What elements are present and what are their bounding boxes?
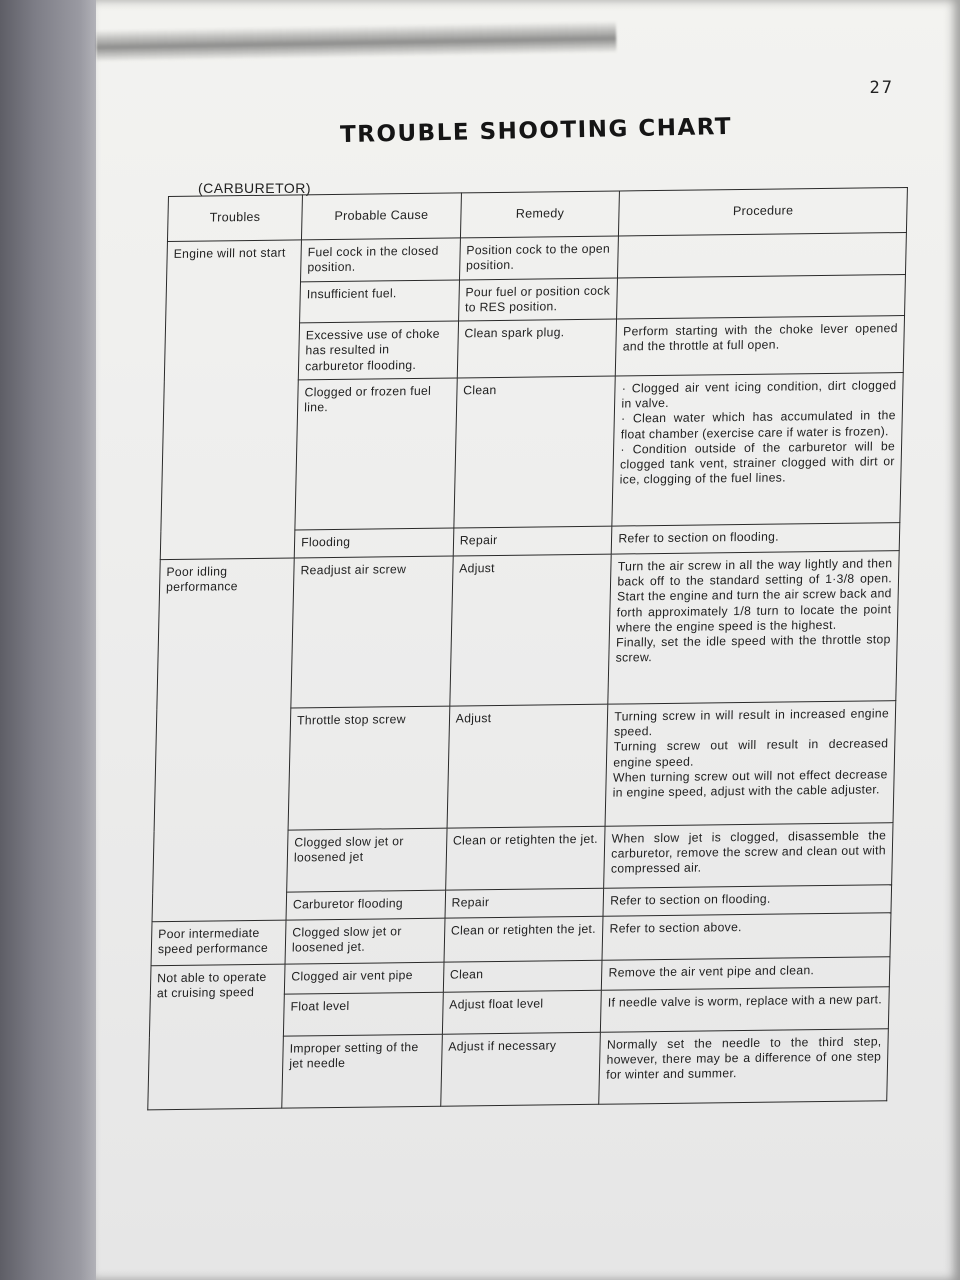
procedure-line: Turning screw in will result in increased engine speed. (613, 705, 890, 739)
remedy-cell: Position cock to the open position. (459, 236, 619, 279)
procedure-cell (605, 700, 895, 826)
cause-cell: Excessive use of choke has resulted in carburetor flooding. (298, 321, 458, 380)
procedure-line: Turning screw out will result in decreased engine speed. (613, 736, 889, 770)
procedure-cell: If needle valve is worm, replace with a new part. (601, 986, 890, 1032)
header-remedy: Remedy (460, 191, 620, 238)
remedy-cell: Adjust (447, 704, 608, 828)
procedure-line: Finally, set the idle speed with the throttle stop screw. (615, 632, 891, 665)
remedy-cell: Clean or retighten the jet. (444, 916, 604, 962)
section-label: (CARBURETOR) (198, 180, 312, 196)
procedure-line: Turn the air screw in all the way lightly and then back off to the standard setting of 1·3/8 open. Start the engine and turn the air screw back and forth approximately 1/8 turn to locate the point where the engine speed is the highest. (616, 555, 893, 635)
facing-page (0, 0, 100, 1280)
procedure-cell: Remove the air vent pipe and clean. (602, 956, 890, 990)
trouble-shooting-table (147, 187, 908, 1110)
trouble-cell: Engine will not start (160, 240, 301, 559)
header-probable-cause: Probable Cause (302, 193, 462, 240)
procedure-cell (612, 372, 903, 526)
cause-cell: Clogged slow jet or loosened jet. (285, 918, 445, 964)
trouble-shooting-table-wrapper (147, 187, 908, 1110)
procedure-cell: Perform starting with the choke lever opened and the throttle at full open. (616, 316, 905, 376)
procedure-cell: Refer to section on flooding. (603, 884, 891, 916)
procedure-cell (617, 274, 906, 319)
trouble-cell: Poor idling performance (152, 558, 294, 922)
trouble-cell: Not able to operate at cruising speed (148, 964, 285, 1110)
procedure-cell (608, 550, 899, 704)
header-procedure: Procedure (619, 187, 908, 236)
procedure-cell: When slow jet is clogged, disassemble the carburetor, remove the screw and clean out with compressed air. (604, 822, 893, 888)
cause-cell: Insufficient fuel. (300, 279, 460, 322)
remedy-cell: Clean (443, 960, 602, 992)
page-number: 27 (869, 78, 894, 98)
remedy-cell: Repair (453, 526, 612, 556)
procedure-bullet: · Condition outside of the carburetor will be clogged tank vent, strainer clogged with dirt or ice, clogging of the fuel lines. (619, 438, 896, 487)
remedy-cell: Adjust if necessary (440, 1032, 600, 1106)
procedure-line: When turning screw out will not effect decrease in engine speed, adjust with the cable adjuster. (612, 766, 888, 800)
procedure-bullet: · Clogged air vent icing condition, dirt clogged in valve. (621, 377, 897, 411)
page-title: TROUBLE SHOOTING CHART (339, 113, 733, 149)
remedy-cell: Pour fuel or position cock to RES position. (458, 278, 618, 321)
procedure-cell: Refer to section above. (602, 912, 891, 960)
cause-cell: Readjust air screw (291, 556, 453, 708)
cause-cell: Carburetor flooding (286, 890, 445, 920)
remedy-cell: Clean or retighten the jet. (445, 826, 605, 890)
cause-cell: Clogged or frozen fuel line. (295, 378, 457, 530)
cause-cell: Improper setting of the jet needle (282, 1034, 442, 1108)
remedy-cell: Adjust float level (442, 990, 602, 1034)
procedure-bullet: · Clean water which has accumulated in the float chamber (exercise care if water is frozen). (620, 408, 896, 441)
procedure-cell: Refer to section on flooding. (612, 522, 900, 554)
trouble-cell: Poor intermediate speed performance (151, 920, 286, 966)
procedure-cell: Normally set the needle to the third step, however, there may be a difference of one step for winter and summer. (599, 1029, 888, 1105)
cause-cell: Flooding (294, 528, 453, 558)
table-row (157, 550, 899, 709)
cause-cell: Fuel cock in the closed position. (301, 238, 461, 281)
cause-cell: Float level (283, 992, 443, 1036)
cause-cell: Clogged air vent pipe (284, 962, 443, 994)
remedy-cell: Clean spark plug. (457, 319, 617, 378)
cause-cell: Clogged slow jet or loosened jet (287, 828, 447, 892)
header-troubles: Troubles (167, 195, 302, 242)
procedure-cell (618, 232, 907, 277)
remedy-cell: Clean (454, 376, 616, 528)
remedy-cell: Repair (445, 888, 604, 918)
remedy-cell: Adjust (450, 554, 612, 706)
cause-cell: Throttle stop screw (288, 706, 449, 830)
